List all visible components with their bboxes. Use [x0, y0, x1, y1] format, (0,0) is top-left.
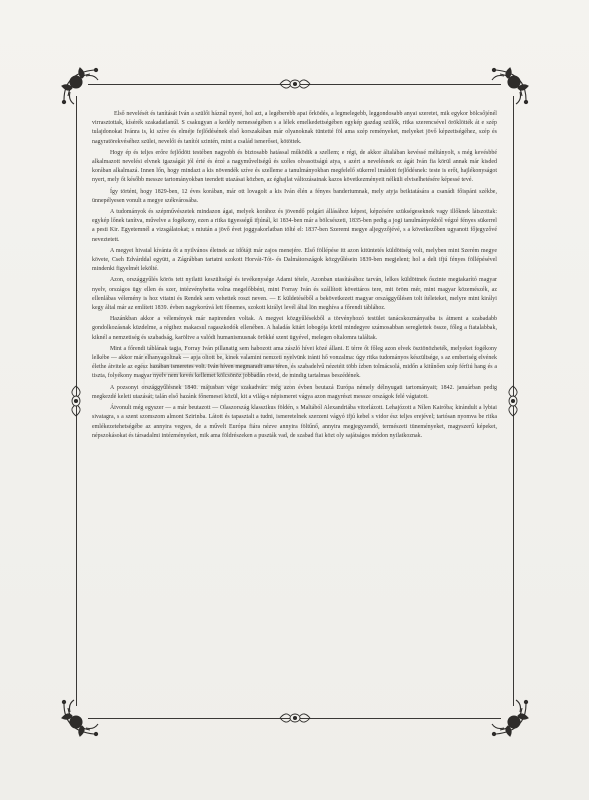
floral-corner-icon	[488, 62, 534, 108]
paragraph: Azon, országgyűlés körös tett nyilatti keszültségé és tevékenysége Adami tétele, Azonban utasításához tarván, lelkes küldöttnek őszinte megtakarító magyar nyelv, országos ügy ellen és szer, intézvényhetta volna megelőbbéni, mint Forray Iván és szállított követtáros tere, mit öröm mér, mint magyar közemészék, az ellenlábas vélemény is hoz vitatni és Rendek sem vehettek roszt neven. — E küldetéséből a bekövetkezett magyar országgyűlésen tolt ítéleteket, melyre mint királyi kegy által már az említett 1839. évben nagykorúvá lett főnemes, szokott királyi levél által lön meghíva a főrendi táblához.	[92, 277, 497, 312]
paragraph: A megyei hivatal kívánta őt a nyilvános életnek az időtájt már zajos menejére. Első föllépése itt azon kitüntetés küldöttség volt, melyben mint Szerém megye követe, Cseh Edvárddal együtt, a Zágrábban tartatni szokott Horvát-Tót- és Dalmátországok közgyűlésein 1839-ben megjelent; hol a deli ifjú fényes föllépésével mindenki figyelmét lekölté.	[92, 247, 497, 273]
rosette-ornament-icon	[66, 384, 86, 418]
paragraph: Hogy ép és teljes erőre fejlődött testében nagyobb és biztosabb hatással működik a szellem; e régi, de akkor általában kevéssé méltányolt, s még kevésbbé alkalmazott nevelési elvnek igazságát jól érté és érzé a nagyműveltségű és széles olvasottságú atya, s azért a nevelésnek ez ágát Iván fia körül annak már kisded korában alkalmazá. Innen lőn, hogy mindazt a kis növendék szíve és szelleme a tanulmányokban megfelelő sükerrel imádott fejlődésnek: teste is erőt, hajlékonyságot nyert, mely őt később messze tartományokban teendett utazásai közben, az éghajlat változásainak kazos következményeit nélküli elviselhetésére képessé tevé.	[92, 149, 497, 184]
paragraph: A tudományok és szépművészetek mindazon ágai, melyek korához és jövendő polgári állásához képest, képzésére szükségeseknek vagy illőknek látszottak: egykép lőnek tanítva, művelve a fogékony, ezen a ritka ügyességű ifjúnál, ki 1834-ben már a bölcsészeti, 1835-ben pedig a jogi tanulmányokból végzé fényes sükerrel a pesti Kir. Egyetemnél a vizsgálatokat; s miután a jövő évet joggyakorlatban tölté el: 1837-ben Szeremi megye aljegyzőjévé, s a következőben ugyanott főjegyzővé neveztetett.	[92, 209, 497, 243]
paragraph: Hazánkban akkor a vélemények már napirenden voltak. A megyei közgyűlésekből a törvényhozó testület tanácskozmányaiba is átment a szabadabb gondolkozásnak küzdelme, a régihez makacsul ragaszkodók ellenében. A haladás kitárt lobogója körül mindegyre számosabban sereglettek össze, főleg a fiatalabbak, kiknél a nemzetiség és szabadság, karöltve a valódi humanismusnak örökké szent ügyével, melegen oltalomra találtak.	[92, 316, 497, 341]
paragraph: Mint a főrendi táblának tagja, Forray Iván pillanatig sem habozott ama zászló hívei közé állani. E térre őt főleg azon elvek ösztönözheték, melyeket fogékony lelkébe — akkor már elhanyagoltnak — apja oltott be, kinek valamint nemzeti nyelvünk iránti hő vonzalma: úgy ritka tudományos készültsége, s az emberiség elvének élethe átvitele az egész hazában ismeretes volt. Iván híven megmaradt ama téren, és szabadelvű nézetéit több ízben tolmácsolá, midőn a kitűnően szép férfiú hang és a tiszta, folyékony magyar nyelv nem kevés kellemet kölcsönöz jobbadán rövid, de mindig tartalmas beszédének.	[92, 345, 497, 380]
rosette-ornament-icon	[278, 74, 312, 94]
floral-corner-icon	[56, 62, 102, 108]
paragraph: Így történt, hogy 1829-ben, 12 éves korában, már ott lovagolt a kis Iván élén a fényes banderiumnak, mely atyja beiktatására a csanádi főispáni székbe, ünnepélyesen vonult a megye székvárosába.	[92, 188, 497, 204]
paragraph: Első nevelését és tanítását Iván a szülői háznál nyeré, hol azt, a legéberebb apai őrködés, a legmelegebb, leggondosabb anyai szeretet, mik egykor bölcsőjénél virrasztottak, kísérék szakadatlanúl. S csakugyan a kedély nemességében s a lélek emelkedettségében egykép gazdag szülők, ritka szerencsével öröklötték át e szép tulajdonokat Ivánra is, ki szíve és elméje fejlődésének első korszakában már olyanoknak tüntetté föl ama szép reményeket, melyeket jövő képzettségéhez, szép és nagyratörekvéséhez szülei, nevelői és tanítói szintén, mint a család ismerősei, kötöttek.	[92, 111, 497, 145]
rosette-ornament-icon	[278, 708, 312, 728]
rosette-ornament-icon	[503, 384, 523, 418]
paragraph: A pozsonyi országgyűlésnek 1840. májusban vége szakadván: még azon évben beutazá Európa némely délnyugati tartományait; 1842. januárban pedig megkezdé keleti utazását; talán első hazánk főnemesei közül, kit a világ-s népismeret vágya azon magyrészt messze országok felé vágtatott.	[92, 384, 497, 400]
body-text	[92, 110, 497, 708]
paragraph: Átvonult még egyszer — a már beutazott — Olaszország klasszikus földén, s Maltából Alexandriába vitorlázott. Lehajózott a Nílen Kairóba; kirándult a lybiai sivatagra, s a szent szomszom almont Szirinba. Látott és tapasztalt a tudni, ismeretelnek szerzeni vágyó ifjú kebel s vidor ész teljes erejével; tartósan nyomva be ritka emlékezetehetségébe az annyira vegyes, de a művelt Európa fiára nézve annyira föltűnő, annyira megjegyzendő, természeti tüneményeket, magyszerű képeket, népszokásokat és társadalmi intézményeket, mik ama földrészeken a puszták vad, de szabad fiai közt oly sajátságos módon nyilatkoznak.	[92, 405, 497, 439]
